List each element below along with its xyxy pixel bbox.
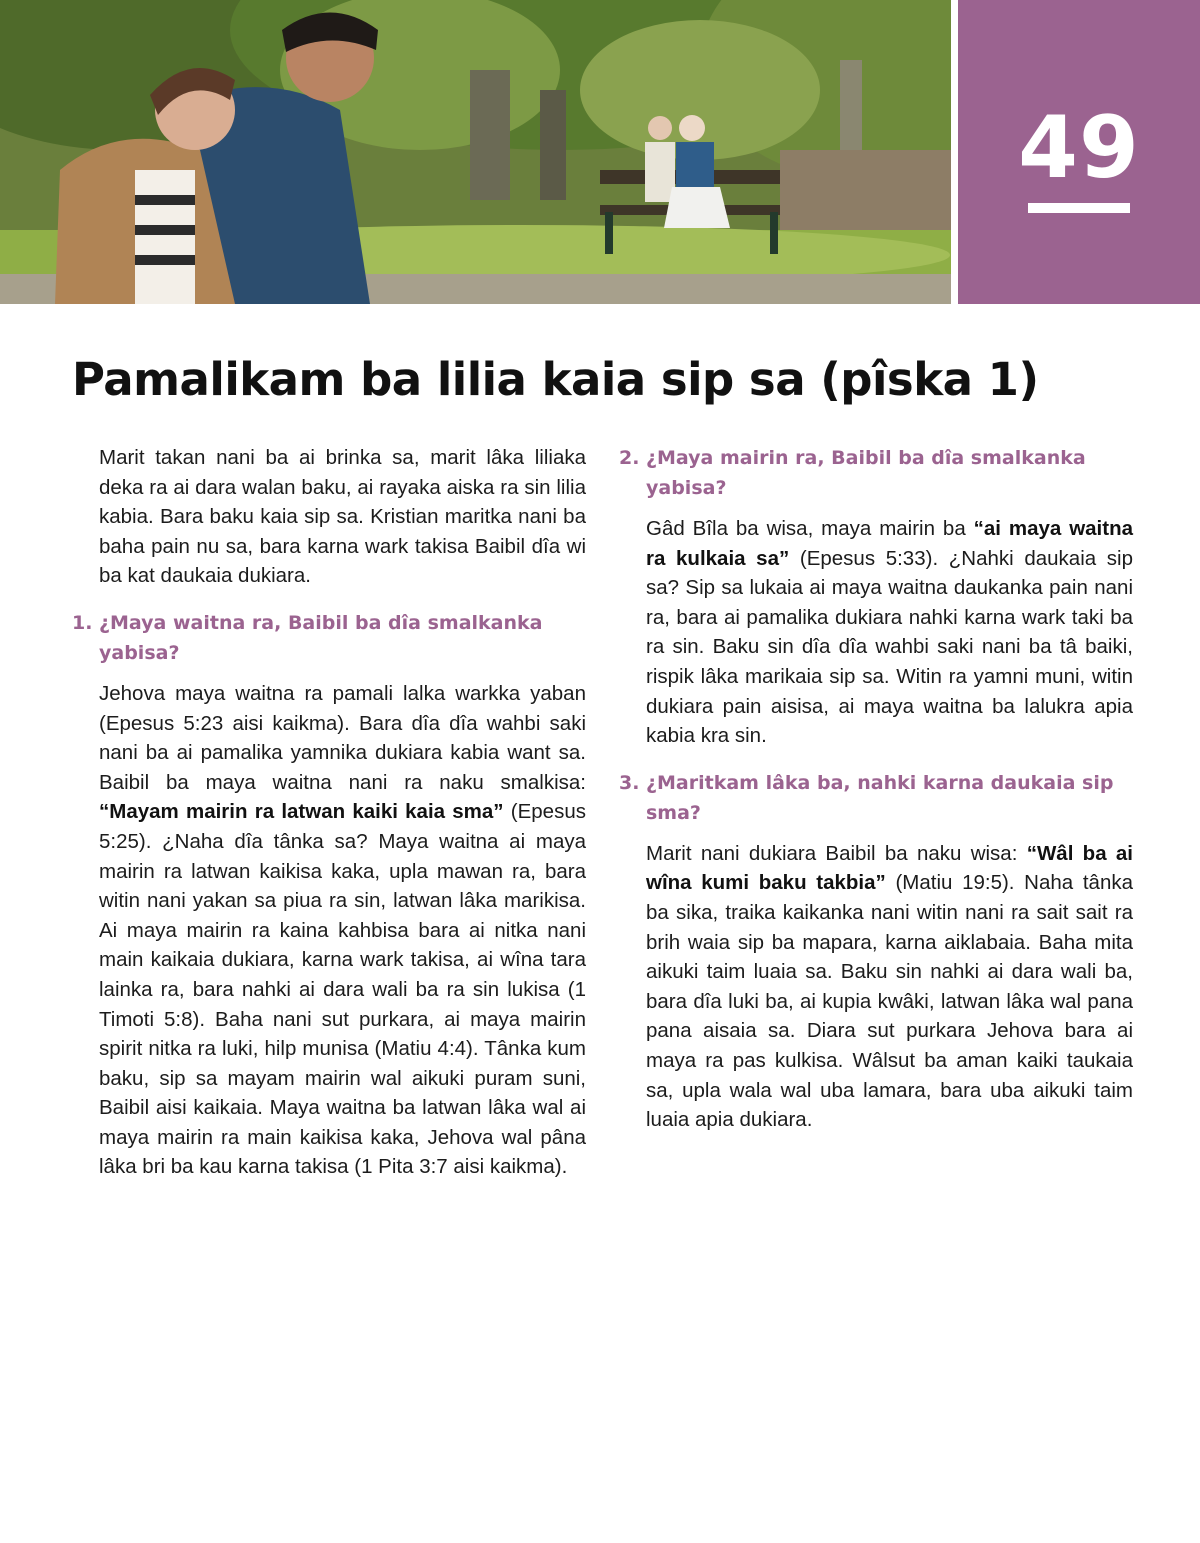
question-text: ¿Maya mairin ra, Baibil ba dîa smalkanka yabisa? — [646, 447, 1086, 499]
page-title: Pamalikam ba lilia kaia sip sa (pîska 1) — [72, 353, 1039, 406]
scripture-quote: “ai maya waitna ra kulkaia sa” — [646, 517, 1133, 570]
intro-paragraph: Marit takan nani ba ai brinka sa, marit lâka liliaka deka ra ai dara walan baku, ai rayaka aiska ra sin lilia kabia. Bara baku kaia sip sa. Kristian maritka nani ba baha pain nu sa, bara karna wark takisa Baibil dîa wi ba kat daukaia dukiara. — [99, 446, 586, 588]
scripture-quote: “Mayam mairin ra latwan kaiki kaia sma” — [99, 800, 504, 824]
question-heading — [619, 768, 1133, 828]
lesson-number-rule — [1028, 203, 1130, 213]
answer-paragraph — [646, 839, 1133, 1135]
answer-text-before: Jehova maya waitna ra pamali lalka warkka yaban (Epesus 5:23 aisi kaikma). Bara dîa dîa wahbi saki nani ba ai pamalika yamnika dukiara kabia want sa. Baibil ba maya waitna nani ra naku smalkisa: — [99, 681, 586, 794]
question-number: 1. — [72, 611, 93, 634]
question-text: ¿Maritkam lâka ba, nahki karna daukaia sip sma? — [646, 771, 1114, 824]
answer-text-before: Gâd Bîla ba wisa, maya mairin ba — [646, 517, 974, 540]
hero-photo — [0, 0, 951, 304]
lesson-number-box — [958, 0, 1200, 304]
right-column — [619, 443, 1133, 1135]
scripture-quote: “Wâl ba ai wîna kumi baku takbia” — [646, 841, 1133, 895]
question-heading — [619, 443, 1133, 503]
answer-paragraph — [99, 679, 586, 1182]
answer-text-after: (Epesus 5:33). ¿Nahki daukaia sip sa? Sip sa lukaia ai maya waitna daukanka pain nani ra, bara ai pamalika dukiara nahki karna wark taki ba ra sin. Baku sin dîa dîa wahbi saki nani ba tâ baiki, rispik lâka marikaia sip sa. Witin ra yamni muni, witin dukiara pain aisisa, ai maya waitna ba lalukra apia kabia kra sin. — [646, 546, 1133, 748]
question-text: ¿Maya waitna ra, Baibil ba dîa smalkanka yabisa? — [99, 611, 543, 664]
answer-text-before: Marit nani dukiara Baibil ba naku wisa: — [646, 841, 1027, 865]
question-number: 3. — [619, 771, 640, 794]
lesson-number: 49 — [1018, 98, 1140, 198]
answer-text-after: (Matiu 19:5). Naha tânka ba sika, traika kaikanka nani witin nani ra sait sait ra brih waia sip ba mapara, karna aiklabaia. Baha mita aikuki taim luaia sa. Baku sin nahki ai dara wali ba, bara dîa luki ba, ai kupia kwâki, latwan lâka wal pana pana aisaia sa. Diara sut purkara Jehova bara ai maya ra pas kulkisa. Wâlsut ba aman kaiki taukaia sa, upla wala wal uba lamara, bara uba aikuki taim luaia apia dukiara. — [646, 871, 1133, 1132]
question-heading — [72, 608, 586, 668]
left-column — [72, 443, 586, 1182]
answer-paragraph — [646, 514, 1133, 751]
answer-text-after: (Epesus 5:25). ¿Naha dîa tânka sa? Maya waitna ai maya mairin ra latwan kaikisa kaka, upla mawan ra, bara witin nani yakan sa piua ra sin, latwan lâka marikisa. Ai maya mairin ra kaina kahbisa bara ai nitka nani main kaikaia dukiara, karna wark takisa, ai wîna tara lainka ra, bara nahki ai dara wali ba ra sin lukisa (1 Timoti 5:8). Baha nani sut purkara, ai maya mairin spirit nitka ra luki, hilp munisa (Matiu 4:4). Tânka kum baku, sip sa mayam mairin wal aikuki puram suni, Baibil aisi kaikaia. Maya waitna ba latwan lâka wal ai maya mairin ra main kaikisa kaka, Jehova wal pâna lâka bri ba kau karna takisa (1 Pita 3:7 aisi kaikma). — [99, 800, 586, 1179]
hero-illustration — [0, 0, 951, 304]
question-number: 2. — [619, 447, 640, 469]
